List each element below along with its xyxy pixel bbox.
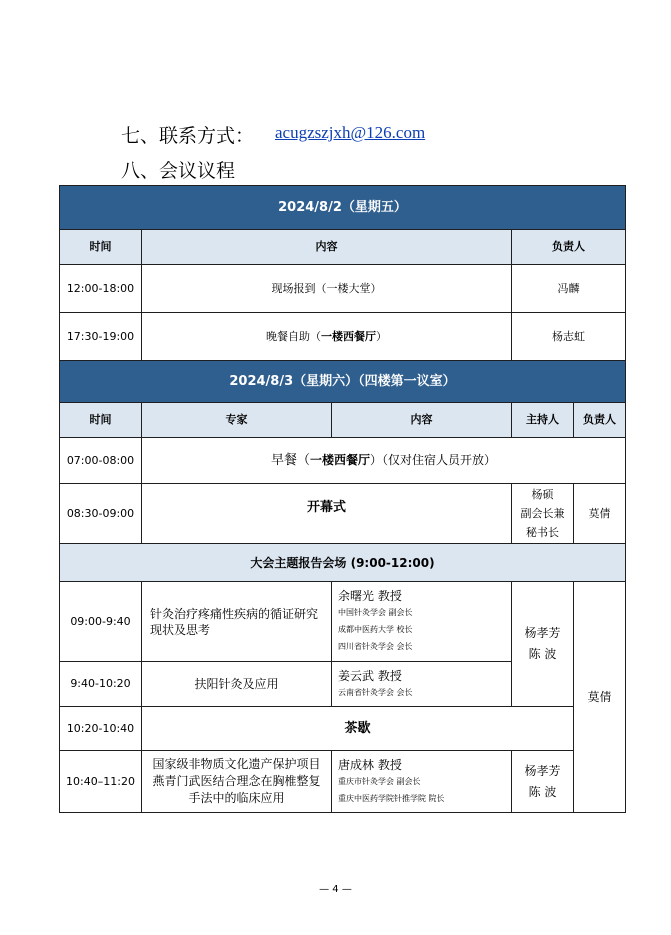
- owner-cell: 杨志虹: [512, 313, 626, 361]
- expert-cell: 唐成林 教授 重庆市针灸学会 副会长 重庆中医药学院针推学院 院长: [332, 751, 512, 813]
- table-row: [60, 438, 626, 484]
- time-cell: 07:00-08:00: [60, 438, 142, 484]
- header-expert: 专家: [142, 403, 332, 438]
- host-cell: 杨硕 副会长兼 秘书长: [512, 484, 574, 544]
- topic-cell: 扶阳针灸及应用: [142, 662, 332, 707]
- time-cell: 10:40–11:20: [60, 751, 142, 813]
- table-row: [60, 484, 626, 544]
- time-cell: 08:30-09:00: [60, 484, 142, 544]
- owner-cell: 莫倩: [574, 484, 626, 544]
- breakfast-cell: 早餐（一楼西餐厅）（仅对住宿人员开放）: [142, 438, 626, 484]
- opening-title: 开幕式: [142, 484, 512, 544]
- time-cell: 9:40-10:20: [60, 662, 142, 707]
- time-cell: 17:30-19:00: [60, 313, 142, 361]
- contact-email-link[interactable]: acugzszjxh@126.com: [275, 123, 426, 142]
- topic-cell: 针灸治疗疼痛性疾病的循证研究现状及思考: [142, 582, 332, 662]
- content-cell: 现场报到（一楼大堂）: [142, 265, 512, 313]
- owner-cell: 莫倩: [574, 582, 626, 813]
- header-owner: 负责人: [512, 230, 626, 265]
- expert-cell: 姜云武 教授 云南省针灸学会 会长: [332, 662, 512, 707]
- table-row: [60, 751, 626, 813]
- table-row: [60, 707, 626, 751]
- header-host: 主持人: [512, 403, 574, 438]
- header-content: 内容: [332, 403, 512, 438]
- agenda-table: [59, 185, 626, 813]
- header-time: 时间: [60, 230, 142, 265]
- host-cell: 杨孝芳 陈 波: [512, 582, 574, 707]
- expert-cell: 余曙光 教授 中国针灸学会 副会长 成都中医药大学 校长 四川省针灸学会 会长: [332, 582, 512, 662]
- host-cell: 杨孝芳 陈 波: [512, 751, 574, 813]
- header-time: 时间: [60, 403, 142, 438]
- owner-cell: 冯麟: [512, 265, 626, 313]
- table-row: [60, 313, 626, 361]
- table-row: [60, 265, 626, 313]
- content-cell: 晚餐自助（一楼西餐厅）: [142, 313, 512, 361]
- tea-break: 茶歇: [142, 707, 574, 751]
- day1-title: 2024/8/2（星期五）: [60, 186, 626, 230]
- time-cell: 09:00-9:40: [60, 582, 142, 662]
- page-number: — 4 —: [319, 884, 352, 895]
- topic-cell: 国家级非物质文化遗产保护项目 燕青门武医结合理念在胸椎整复 手法中的临床应用: [142, 751, 332, 813]
- table-row: [60, 582, 626, 662]
- time-cell: 10:20-10:40: [60, 707, 142, 751]
- header-owner: 负责人: [574, 403, 626, 438]
- contact-label: 七、联系方式：: [121, 125, 255, 147]
- day2-title: 2024/8/3（星期六）（四楼第一议室）: [60, 361, 626, 403]
- time-cell: 12:00-18:00: [60, 265, 142, 313]
- header-content: 内容: [142, 230, 512, 265]
- plenary-title: 大会主题报告会场 (9:00-12:00): [60, 544, 626, 582]
- contact-heading: [121, 121, 426, 148]
- agenda-heading: 八、会议议程: [121, 160, 236, 182]
